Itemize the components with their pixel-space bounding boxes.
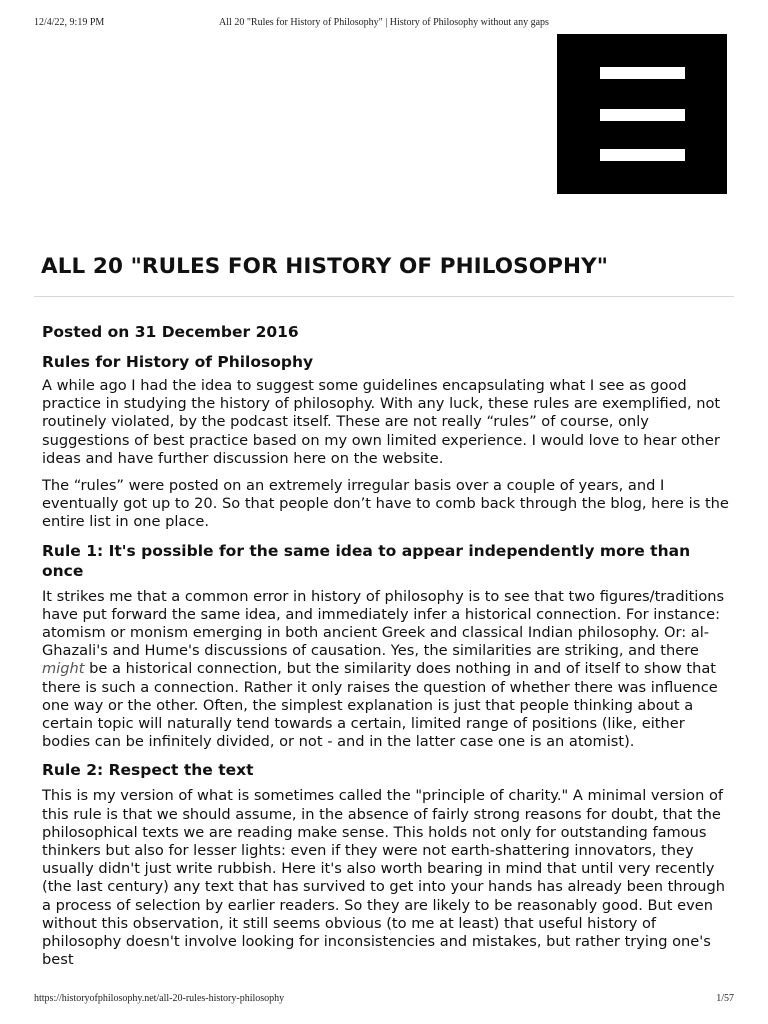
- print-url: https://historyofphilosophy.net/all-20-rules-history-philosophy: [34, 993, 285, 1004]
- rule-1-paragraph: [42, 588, 732, 752]
- menu-bar-bottom: [600, 149, 685, 161]
- rule-2-paragraph: This is my version of what is sometimes called the "principle of charity." A minimal version of this rule is that we should assume, in the absence of fairly strong reasons for doubt, that the philosophical texts we are reading make sense. This holds not only for outstanding famous thinkers but also for lesser lights: even if they were not earth-shattering innovators, they usually didn't just write rubbish. Here it's also worth bearing in mind that until very recently (the last century) any text that has survived to get into your hands has already been through a process of selection by earlier readers. So they are likely to be reasonably good. But even without this observation, it still seems obvious (to me at least) that useful history of philosophy doesn't involve looking for inconsistencies and mistakes, but rather trying one's best: [42, 787, 726, 969]
- intro-paragraph-2: The “rules” were posted on an extremely irregular basis over a couple of years, and I eventually got up to 20. So that people don’t have to comb back through the blog, here is the entire list in one place.: [42, 477, 729, 531]
- title-divider: [34, 296, 734, 297]
- menu-bar-middle: [600, 109, 685, 121]
- page-title: ALL 20 "RULES FOR HISTORY OF PHILOSOPHY": [41, 254, 609, 279]
- rule-1-heading: Rule 1: It's possible for the same idea to appear independently more than once: [42, 541, 691, 580]
- print-header: [34, 17, 734, 31]
- hamburger-menu-icon[interactable]: [557, 34, 727, 194]
- article-subheading: Rules for History of Philosophy: [42, 353, 314, 371]
- intro-paragraph-1: A while ago I had the idea to suggest some guidelines encapsulating what I see as good practice in studying the history of philosophy. With any luck, these rules are exemplified, not routinely violated, by the podcast itself. These are not really “rules” of course, only suggestions of best practice based on my own limited experience. I would love to hear other ideas and have further discussion here on the website.: [42, 377, 721, 467]
- menu-bar-top: [600, 67, 685, 79]
- article-body: [42, 322, 732, 978]
- rule-2-heading: Rule 2: Respect the text: [42, 761, 254, 780]
- print-document-title: All 20 "Rules for History of Philosophy" | History of Philosophy without any gaps: [219, 17, 549, 28]
- rule-1-text-before: It strikes me that a common error in history of philosophy is to see that two figures/traditions have put forward the same idea, and immediately infer a historical connection. For instance: atomism or monism emerging in both ancient Greek and classical Indian philosophy. Or: al-Ghazali's and Hume's discussions of causation. Yes, the similarities are striking, and there: [42, 587, 725, 660]
- rule-1-emphasis: might: [42, 660, 85, 678]
- rule-1-text-after: be a historical connection, but the similarity does nothing in and of itself to show that there is such a connection. Rather it only raises the question of whether there was influence one way or the other. Often, the simplest explanation is just that people thinking about a certain topic will naturally tend towards a certain, limited range of positions (like, either bodies can be infinitely divided, or not - and in the latter case one is an atomist).: [42, 660, 718, 751]
- print-date: 12/4/22, 9:19 PM: [34, 17, 105, 28]
- print-page-number: 1/57: [716, 993, 734, 1004]
- posted-date: Posted on 31 December 2016: [42, 323, 299, 341]
- print-footer: [34, 993, 734, 1007]
